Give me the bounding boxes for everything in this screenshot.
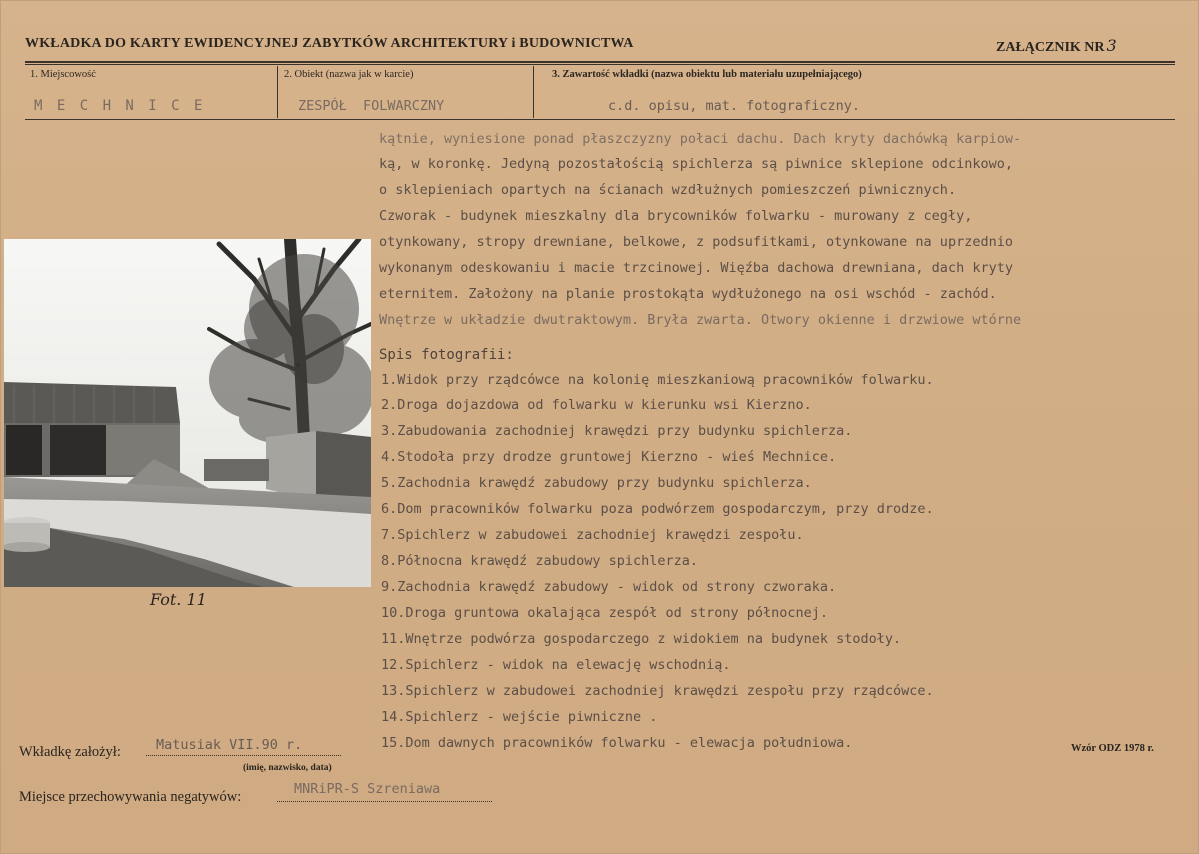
storage-underline — [277, 801, 492, 802]
photo-list-item: 4.Stodoła przy drodze gruntowej Kierzno - wieś Mechnice. — [381, 449, 837, 465]
photo-list-item: 3.Zabudowania zachodniej krawędzi przy budynku spichlerza. — [381, 423, 853, 439]
photo-caption: Fot. 11 — [150, 590, 207, 609]
description-line: Czworak - budynek mieszkalny dla brycowników folwarku - murowany z cegły, — [379, 208, 973, 224]
field-2-value: ZESPÓŁ FOLWARCZNY — [298, 98, 445, 114]
description-line: o sklepieniach opartych na ścianach wzdłużnych pomieszczeń piwnicznych. — [379, 182, 957, 198]
photo-list-item: 11.Wnętrze podwórza gospodarczego z widokiem na budynek stodoły. — [381, 631, 902, 647]
storage-label: Miejsce przechowywania negatywów: — [19, 789, 242, 805]
farm-photograph — [4, 239, 371, 587]
author-label: Wkładkę założył: — [19, 744, 121, 760]
photo-list-item: 1.Widok przy rządcówce na kolonię mieszkaniową pracowników folwarku. — [381, 372, 934, 388]
description-line: wykonanym odeskowaniu i macie trzcinowej. Więźba dachowa drewniana, dach kryty — [379, 260, 1013, 276]
field-3-label: 3. Zawartość wkładki (nazwa obiektu lub materiału uzupełniającego) — [552, 69, 862, 80]
form-code: Wzór ODZ 1978 r. — [1071, 743, 1154, 754]
photo-illustration — [4, 239, 371, 587]
description-line: ką, w koronkę. Jedyną pozostałością spichlerza są piwnice sklepione odcinkowo, — [379, 156, 1013, 172]
description-line: eternitem. Założony na planie prostokąta wydłużonego na osi wschód - zachód. — [379, 286, 997, 302]
annex-label — [996, 36, 1117, 56]
field-2-label: 2. Obiekt (nazwa jak w karcie) — [284, 69, 414, 80]
author-hint: (imię, nazwisko, data) — [243, 763, 332, 773]
header-rule-bottom — [25, 64, 1175, 65]
photo-list-item: 6.Dom pracowników folwarku poza podwórzem gospodarczym, przy drodze. — [381, 501, 934, 517]
photo-list-item: 15.Dom dawnych pracowników folwarku - elewacja południowa. — [381, 735, 853, 751]
header-rule-top — [25, 61, 1175, 63]
photo-list-item: 13.Spichlerz w zabudowei zachodniej krawędzi zespołu przy rządcówce. — [381, 683, 934, 699]
field-divider-1 — [277, 66, 278, 118]
photo-list-item: 14.Spichlerz - wejście piwniczne . — [381, 709, 658, 725]
description-line: kątnie, wyniesione ponad płaszczyzny połaci dachu. Dach kryty dachówką karpiow- — [379, 131, 1022, 147]
author-underline — [146, 755, 341, 756]
photo-list-item: 12.Spichlerz - widok na elewację wschodnią. — [381, 657, 731, 673]
annex-label-text: ZAŁĄCZNIK NR — [996, 40, 1105, 55]
annex-number: 3 — [1106, 36, 1117, 55]
storage-value: MNRiPR-S Szreniawa — [294, 781, 441, 797]
photo-list-item: 5.Zachodnia krawędź zabudowy przy budynku spichlerza. — [381, 475, 812, 491]
field-1-label: 1. Miejscowość — [30, 69, 96, 80]
photo-list-item: 9.Zachodnia krawędź zabudowy - widok od strony czworaka. — [381, 579, 837, 595]
photo-list-heading: Spis fotografii: — [379, 347, 514, 363]
field-1-value: M E C H N I C E — [34, 98, 206, 114]
description-line: Wnętrze w układzie dwutraktowym. Bryła zwarta. Otwory okienne i drzwiowe wtórne — [379, 312, 1022, 328]
photo-list-item: 7.Spichlerz w zabudowei zachodniej krawędzi zespołu. — [381, 527, 804, 543]
field-divider-2 — [533, 66, 534, 118]
photo-list-item: 10.Droga gruntowa okalająca zespół od strony północnej. — [381, 605, 829, 621]
author-value: Matusiak VII.90 r. — [156, 737, 303, 753]
fields-rule — [25, 119, 1175, 120]
photo-list-item: 8.Północna krawędź zabudowy spichlerza. — [381, 553, 698, 569]
photo-list-item: 2.Droga dojazdowa od folwarku w kierunku wsi Kierzno. — [381, 397, 812, 413]
description-line: otynkowany, stropy drewniane, belkowe, z podsufitkami, otynkowane na uprzednio — [379, 234, 1013, 250]
field-3-value: c.d. opisu, mat. fotograficzny. — [608, 98, 860, 114]
card-title: WKŁADKA DO KARTY EWIDENCYJNEJ ZABYTKÓW ARCHITEKTURY i BUDOWNICTWA — [25, 36, 634, 51]
